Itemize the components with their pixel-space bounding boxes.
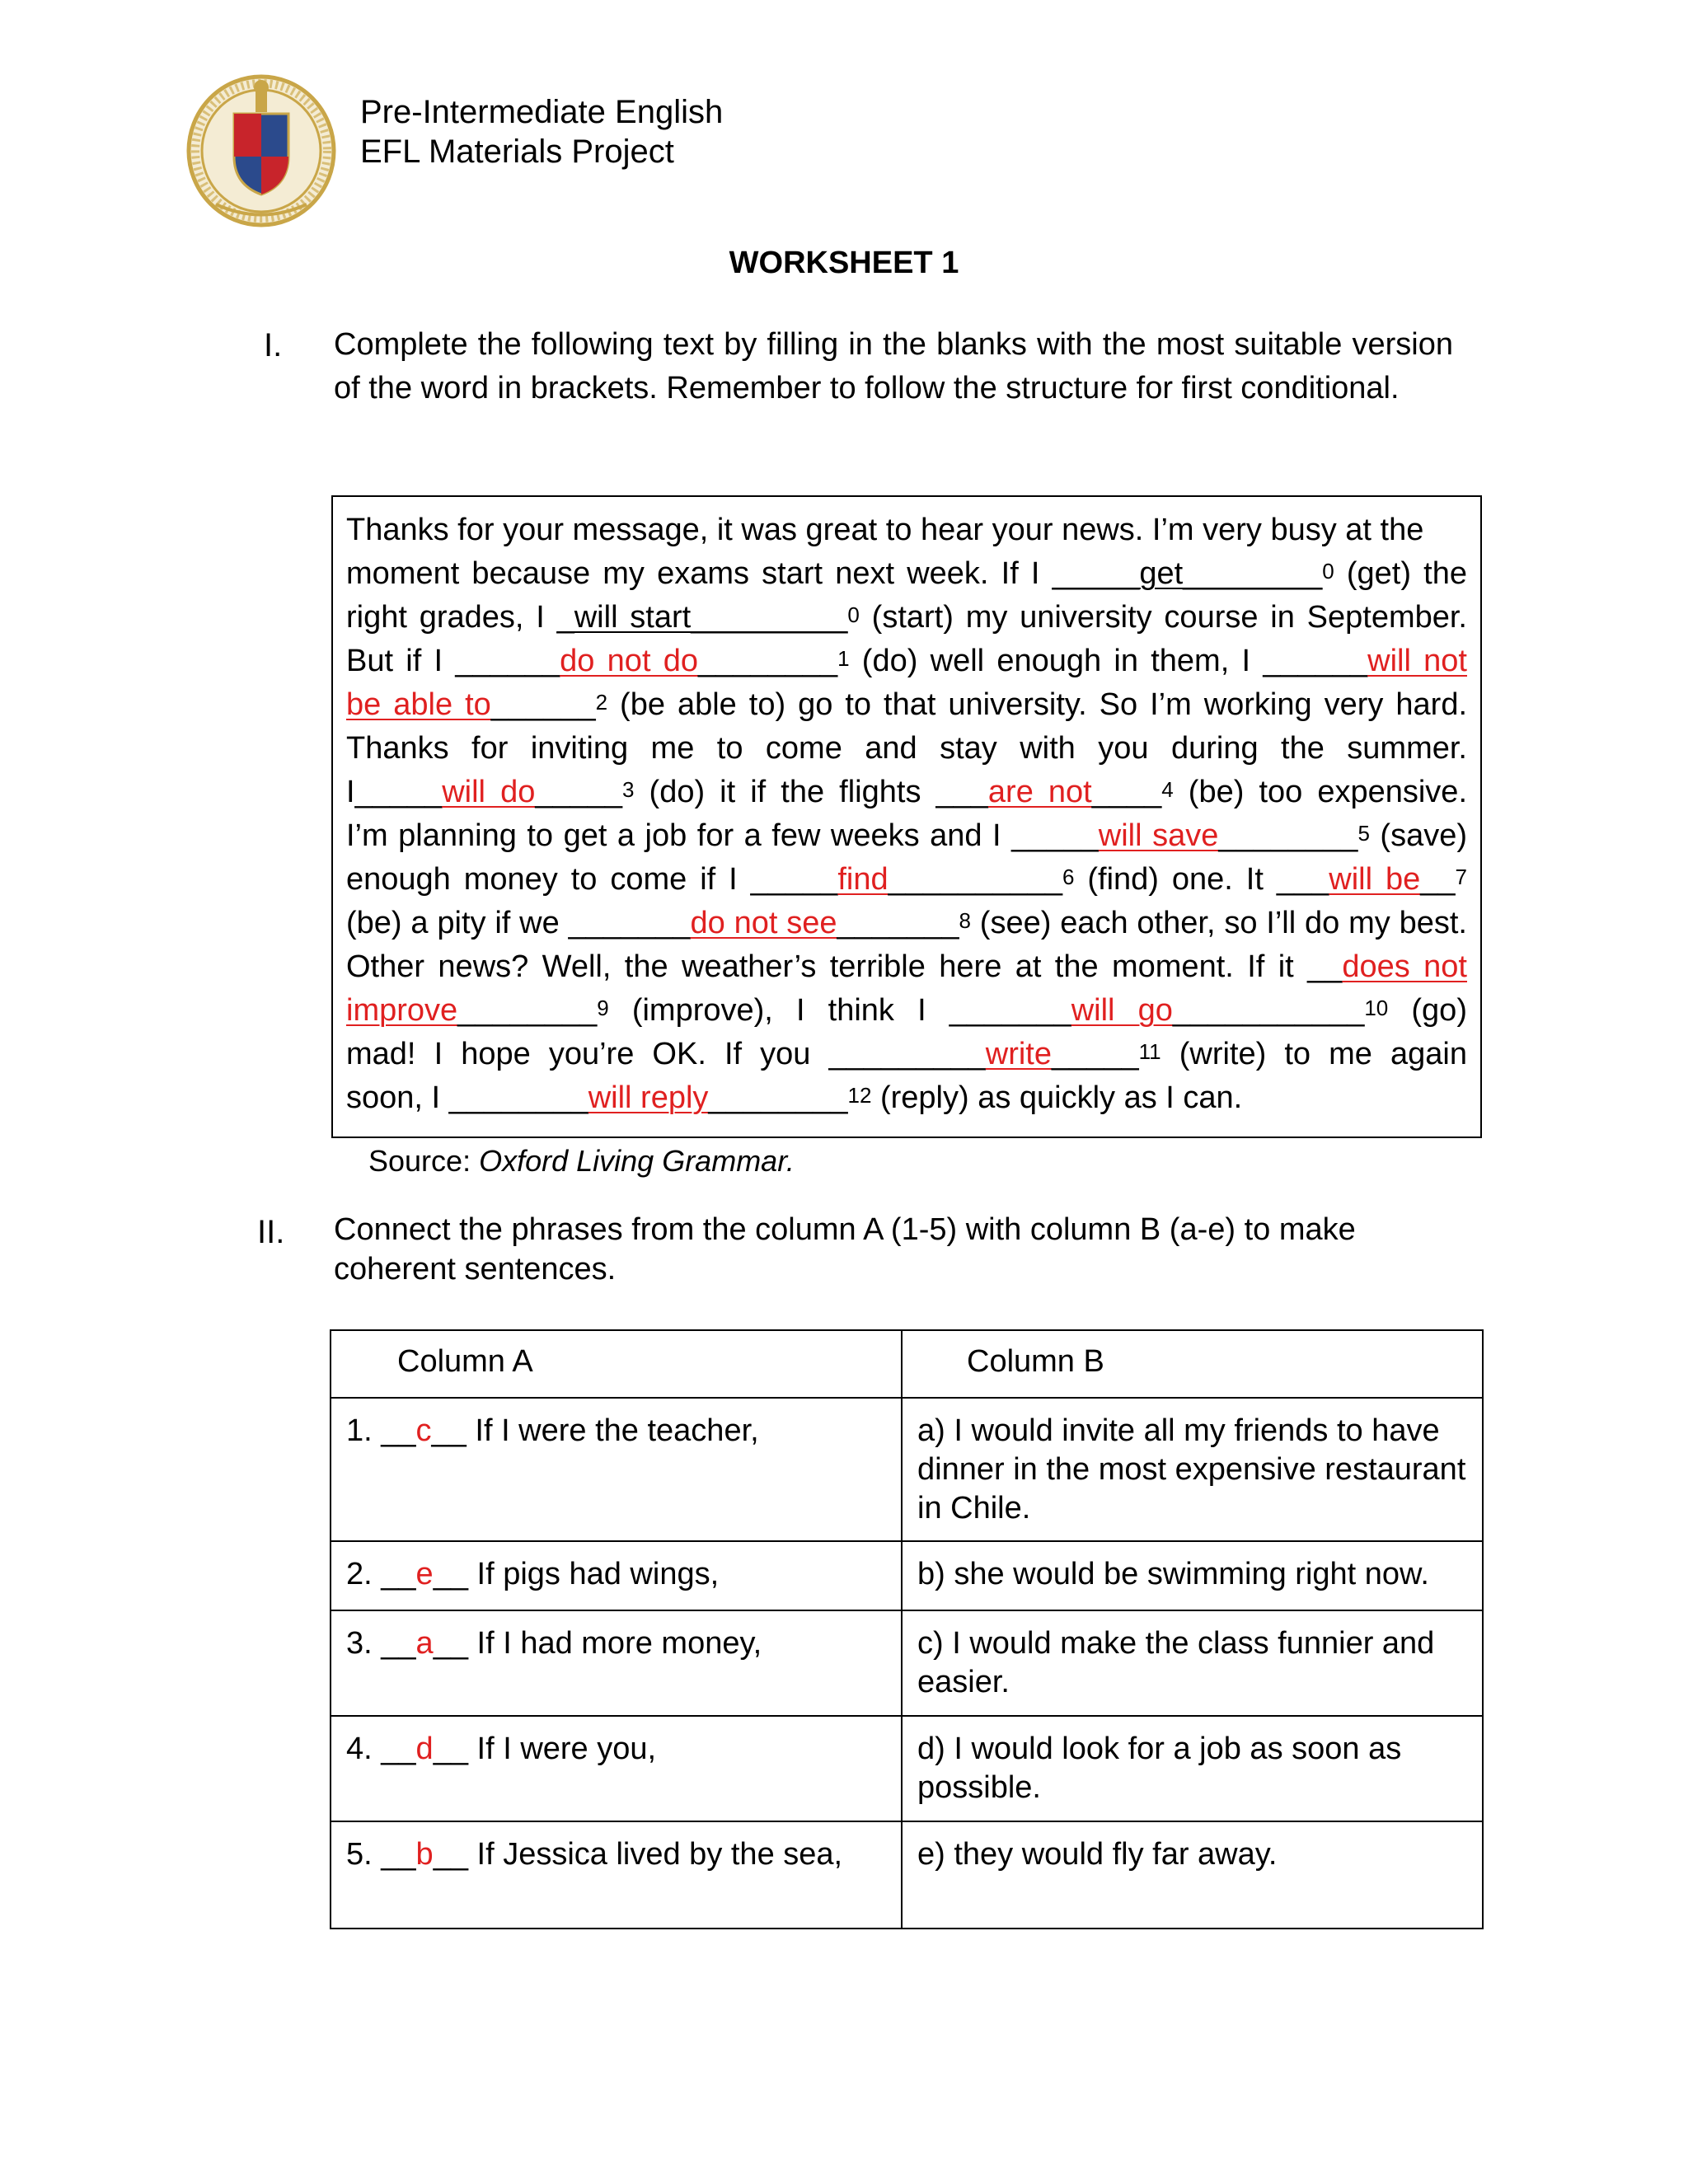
cloze-text-segment: (get) the (1334, 556, 1468, 591)
filled-answer: improve (346, 993, 458, 1028)
cloze-text-segment: (see) each other, so I’ll do my best. (970, 906, 1467, 940)
item-number: 3. (346, 1626, 373, 1661)
column-a-cell (331, 1398, 902, 1541)
column-a-phrase: If I had more money, (476, 1626, 762, 1661)
blank-line: _____get________ (1052, 556, 1323, 591)
blank-line: ______ (490, 687, 596, 722)
cloze-line (346, 596, 1467, 640)
cloze-text-segment: I’m planning to get a job for a few weeks and I (346, 818, 1012, 853)
filled-answer: will save (1098, 818, 1219, 853)
answer-blank-right: __ (433, 1557, 468, 1591)
filled-answer: are not (987, 775, 1092, 809)
matching-table (330, 1329, 1484, 1929)
blank-line: _____ (354, 775, 443, 809)
column-b-phrase: d) I would look for a job as soon as possible. (917, 1732, 1402, 1805)
header (360, 92, 723, 171)
column-b-cell (902, 1821, 1483, 1929)
cloze-text-segment: (improve), I think I (608, 993, 950, 1028)
table-row (331, 1398, 1483, 1541)
worksheet-title: WORKSHEET 1 (729, 246, 959, 280)
cloze-text-segment: (save) (1369, 818, 1467, 853)
course-name: Pre-Intermediate English (360, 94, 724, 130)
item-number: 5. (346, 1837, 373, 1872)
blank-line: _____ (750, 862, 838, 897)
blank-number: 0 (847, 602, 860, 627)
source-citation (368, 1144, 795, 1179)
filled-answer: be able to (346, 687, 491, 722)
item-number: 4. (346, 1732, 373, 1766)
project-name: EFL Materials Project (360, 134, 674, 170)
blank-line: ______ (1263, 644, 1368, 678)
blank-number: 10 (1364, 996, 1389, 1020)
blank-line: ___________ (1172, 993, 1365, 1028)
blank-line: _will start_________ (556, 600, 848, 635)
cloze-text-segment: moment because my exams start next week. If I (346, 556, 1053, 591)
column-b-header: Column B (902, 1330, 1483, 1398)
table-row (331, 1610, 1483, 1716)
blank-line: ________ (698, 644, 838, 678)
blank-line: ___ (1276, 862, 1329, 897)
filled-answer: will reply (588, 1080, 709, 1115)
section-1-number: I. (264, 327, 283, 363)
match-answer: b (415, 1837, 434, 1872)
filled-answer: do not see (690, 906, 837, 940)
filled-answer: does not (1342, 949, 1467, 984)
filled-answer: find (837, 862, 889, 897)
blank-line: __________ (888, 862, 1062, 897)
column-a-phrase: If Jessica lived by the sea, (476, 1837, 843, 1872)
answer-blank-right: __ (433, 1626, 468, 1661)
column-b-phrase: a) I would invite all my friends to have dinner in the most expensive restaurant in Chile. (917, 1413, 1466, 1526)
university-seal-logo (183, 64, 340, 229)
blank-line: ________ (1218, 818, 1358, 853)
blank-line: ________ (448, 1080, 588, 1115)
blank-line: ________ (457, 993, 598, 1028)
cloze-text-segment: enough money to come if I (346, 862, 751, 897)
column-a-cell (331, 1541, 902, 1610)
answer-blank-right: __ (433, 1837, 468, 1872)
cloze-text-segment: (be) a pity if we (346, 906, 569, 940)
blank-line: _______ (949, 993, 1071, 1028)
match-answer: c (415, 1413, 432, 1448)
cloze-line (346, 683, 1467, 727)
cloze-text-segment: But if I (346, 644, 456, 678)
blank-line: ___ (935, 775, 988, 809)
blank-line: _________ (828, 1037, 986, 1071)
match-answer: a (415, 1626, 434, 1661)
filled-answer: will not (1367, 644, 1467, 678)
section-2-instructions: Connect the phrases from the column A (1-5) with column B (a-e) to make coherent sentences. (334, 1212, 1356, 1286)
blank-line: _______ (568, 906, 691, 940)
section-1-instructions: Complete the following text by filling in the blanks with the most suitable version of the word in brackets. Remember to follow the structure for first conditional. (334, 327, 1453, 405)
blank-number: 0 (1322, 559, 1334, 583)
blank-line: _____ (1011, 818, 1099, 853)
filled-answer: will go (1071, 993, 1173, 1028)
column-b-phrase: c) I would make the class funnier and easier. (917, 1626, 1435, 1699)
cloze-text-segment: (go) (1388, 993, 1467, 1028)
cloze-line (346, 902, 1467, 945)
blank-line: _____ (1051, 1037, 1139, 1071)
source-label: Source: (368, 1144, 471, 1178)
cloze-text-segment: soon, I (346, 1080, 449, 1115)
cloze-text-segment: (do) it if the flights (634, 775, 936, 809)
cloze-text-segment: mad! I hope you’re OK. If you (346, 1037, 829, 1071)
column-a-phrase: If pigs had wings, (476, 1557, 720, 1591)
column-b-phrase: e) they would fly far away. (917, 1837, 1278, 1872)
cloze-text-segment: (be) too expensive. (1173, 775, 1467, 809)
cloze-text-segment: Thanks for your message, it was great to hear your news. I’m very busy at the (346, 513, 1424, 547)
blank-number: 4 (1161, 777, 1174, 802)
blank-number: 5 (1357, 821, 1370, 846)
blank-number: 3 (622, 777, 635, 802)
table-row (331, 1821, 1483, 1929)
column-a-cell (331, 1716, 902, 1821)
answer-blank-left: __ (381, 1732, 416, 1766)
column-b-cell (902, 1610, 1483, 1716)
cloze-line (346, 727, 1467, 771)
filled-answer: write (985, 1037, 1052, 1071)
column-a-header: Column A (331, 1330, 902, 1398)
cloze-text-segment: (find) one. It (1074, 862, 1277, 897)
match-answer: e (415, 1557, 434, 1591)
item-number: 1. (346, 1413, 373, 1448)
cloze-text-segment: (write) to me again (1160, 1037, 1467, 1071)
blank-line: ________ (708, 1080, 848, 1115)
filled-answer: will do (442, 775, 536, 809)
cloze-line (346, 640, 1467, 683)
blank-number: 6 (1062, 865, 1075, 889)
column-a-cell (331, 1610, 902, 1716)
blank-line: _____ (535, 775, 623, 809)
blank-number: 11 (1138, 1039, 1161, 1064)
cloze-text-segment: (reply) as quickly as I can. (871, 1080, 1243, 1115)
cloze-text-segment: Thanks for inviting me to come and stay with you during the summer. (346, 731, 1467, 766)
answer-blank-left: __ (381, 1557, 416, 1591)
answer-blank-left: __ (381, 1837, 416, 1872)
blank-line: __ (1307, 949, 1343, 984)
column-b-cell (902, 1541, 1483, 1610)
cloze-text-segment: right grades, I (346, 600, 557, 635)
cloze-line (346, 1076, 1467, 1120)
cloze-line (346, 771, 1467, 814)
cloze-line (346, 552, 1467, 596)
blank-number: 12 (847, 1083, 872, 1108)
column-a-phrase: If I were the teacher, (475, 1413, 759, 1448)
answer-blank-right: __ (433, 1732, 468, 1766)
column-a-cell (331, 1821, 902, 1929)
source-title: Oxford Living Grammar. (479, 1144, 795, 1178)
filled-answer: will be (1329, 862, 1421, 897)
cloze-text-segment: I (346, 775, 355, 809)
item-number: 2. (346, 1557, 373, 1591)
blank-line: __ (1420, 862, 1456, 897)
blank-number: 1 (837, 646, 850, 671)
cloze-line (346, 858, 1467, 902)
column-b-cell (902, 1398, 1483, 1541)
cloze-line (346, 1033, 1467, 1076)
column-b-phrase: b) she would be swimming right now. (917, 1557, 1429, 1591)
answer-blank-left: __ (381, 1413, 416, 1448)
cloze-line (346, 989, 1467, 1033)
blank-number: 9 (597, 996, 609, 1020)
cloze-line (346, 814, 1467, 858)
cloze-text-segment: Other news? Well, the weather’s terrible here at the moment. If it (346, 949, 1308, 984)
cloze-text-segment: (start) my university course in September. (859, 600, 1467, 635)
table-header-row (331, 1330, 1483, 1398)
answer-blank-right: __ (431, 1413, 467, 1448)
blank-line: _______ (837, 906, 959, 940)
cloze-text-segment: (be able to) go to that university. So I’m working very hard. (607, 687, 1468, 722)
cloze-line (346, 945, 1467, 989)
blank-line: ____ (1091, 775, 1162, 809)
table-row (331, 1541, 1483, 1610)
blank-line: ______ (455, 644, 560, 678)
cloze-line (346, 509, 1467, 552)
section-2-number: II. (257, 1214, 285, 1250)
match-answer: d (415, 1732, 434, 1766)
filled-answer: do not do (560, 644, 699, 678)
blank-number: 2 (595, 690, 608, 715)
cloze-text-segment: (do) well enough in them, I (849, 644, 1264, 678)
table-row (331, 1716, 1483, 1821)
answer-blank-left: __ (381, 1626, 416, 1661)
blank-number: 8 (959, 908, 971, 933)
column-a-phrase: If I were you, (476, 1732, 657, 1766)
column-b-cell (902, 1716, 1483, 1821)
blank-number: 7 (1455, 865, 1467, 889)
